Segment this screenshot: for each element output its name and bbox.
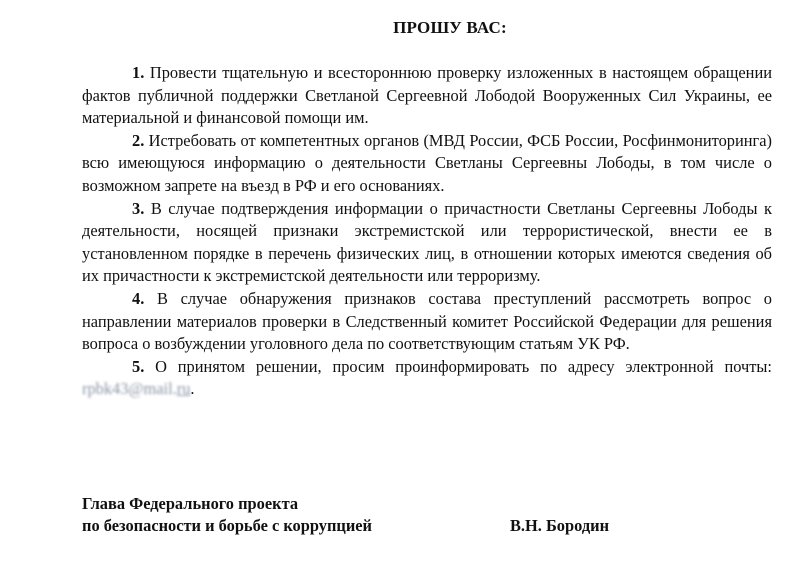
email-local: rpbk43@mail. [82, 379, 177, 399]
item-number: 5. [132, 356, 145, 376]
request-item-2 [82, 130, 772, 198]
signature-block [82, 493, 782, 537]
email-link[interactable] [82, 379, 190, 398]
request-item-1 [82, 62, 772, 130]
signature-name: В.Н. Бородин [510, 516, 610, 535]
item-trailing: . [190, 379, 195, 399]
request-item-3 [82, 198, 772, 288]
item-text: Провести тщательную и всестороннюю проверку изложенных в настоящем обращении фактов публичной поддержки Светланой Сергеевной Лободой Вооруженных Сил Украины, ее материальной и финансовой помощи им. [82, 63, 772, 128]
item-text: Истребовать от компетентных органов (МВД России, ФСБ России, Росфинмониторинга) всю имеющуюся информацию о деятельности Светланы Сергеевны Лободы, в том числе о возможном запрете на въезд в РФ и его основаниях. [82, 130, 772, 195]
item-number: 3. [132, 198, 145, 218]
request-list [82, 62, 772, 401]
signature-title-line-2: по безопасности и борьбе с коррупцией [82, 516, 373, 535]
signature-title-line-1: Глава Федерального проекта [82, 494, 299, 513]
item-text: В случае обнаружения признаков состава преступлений рассмотреть вопрос о направлении материалов проверки в Следственный комитет Российской Федерации для решения вопроса о возбуждении уголовного дела по соответствующим статьям УК РФ. [82, 288, 772, 354]
item-number: 2. [132, 130, 145, 150]
page-title: ПРОШУ ВАС: [393, 18, 507, 37]
request-item-5 [82, 356, 772, 401]
item-text: О принятом решении, просим проинформировать по адресу электронной почты: [155, 356, 772, 376]
item-number: 4. [132, 288, 145, 308]
item-number: 1. [132, 63, 145, 82]
email-tld: ru [176, 379, 191, 399]
item-text: В случае подтверждения информации о причастности Светланы Сергеевны Лободы к деятельности, носящей признаки экстремистской или террористической, внести ее в установленном порядке в перечень физических лиц, в отношении которых имеются сведения об их причастности к экстремистской деятельности или терроризму. [82, 198, 772, 286]
request-item-4 [82, 288, 772, 356]
